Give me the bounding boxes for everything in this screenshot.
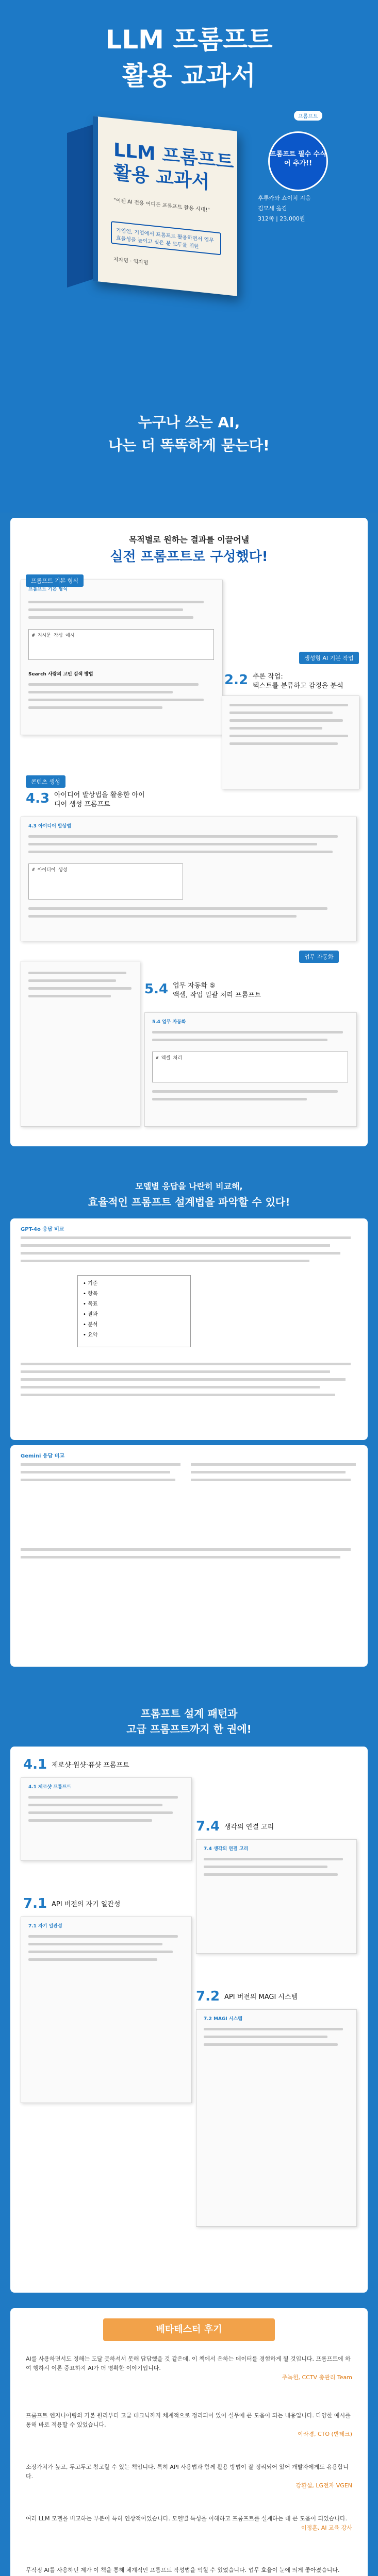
shot1-line: Search 사람의 고민 검색 방법	[28, 672, 93, 677]
compare-card-1	[10, 1218, 368, 1440]
section1-head-line1: 목적별로 원하는 결과를 이끌어낼	[128, 535, 250, 545]
text-line	[28, 1804, 162, 1806]
text-line	[21, 1556, 340, 1558]
screenshot-idea	[21, 817, 357, 941]
review-author: 이정훈, AI 교육 강사	[301, 2524, 352, 2531]
book-spine	[67, 125, 93, 287]
text-line	[28, 1943, 162, 1945]
section-practical-card	[10, 518, 368, 1146]
book-cover-box-text: 기업인, 기업에서 프롬프트 활용하면서 업무 효율성을 높이고 싶은 분 모두를 위한	[116, 228, 214, 250]
screenshot-magi	[196, 2009, 357, 2227]
text-line	[204, 1866, 327, 1868]
section3-head-line2: 고급 프롬프트까지 한 권에!	[126, 1723, 252, 1735]
text-line	[28, 691, 173, 693]
text-line	[229, 704, 348, 706]
text-line	[21, 1378, 346, 1381]
criteria-item: • 항목	[83, 1291, 98, 1297]
review-text: 무작정 AI를 사용하던 제가 이 책을 통해 체계적인 프롬프트 작성법을 익힐 수 있었습니다. 업무 효율이 눈에 띄게 좋아졌습니다.	[26, 2567, 340, 2573]
criteria-item: • 요약	[83, 1332, 98, 1338]
adv-item1-desc: 제로샷·원샷·퓨샷 프롬프트	[52, 1761, 129, 1769]
hero-subtitle-line2: 나는 더 똑똑하게 묻는다!	[108, 437, 270, 454]
screenshot-chain	[196, 1839, 357, 1954]
text-line	[21, 1252, 340, 1255]
text-line	[28, 851, 333, 853]
text-line	[28, 601, 204, 603]
text-line	[21, 1463, 180, 1466]
text-line	[28, 1951, 173, 1953]
item2-number: 4.3	[26, 791, 50, 806]
criteria-item: • 결과	[83, 1312, 98, 1317]
adv-item2-number: 7.4	[196, 1819, 220, 1834]
review-author: 강환섭, LG전자 VGEN	[295, 2482, 352, 2489]
pill-content: 콘텐츠 생성	[26, 775, 65, 788]
book-info-author: 후루카와 쇼이치 지음	[258, 195, 311, 201]
reviews-title: 베타테스터 후기	[103, 2318, 275, 2341]
text-line	[28, 1935, 178, 1938]
shot2-title: 4.3 아이디어 발상법	[28, 824, 72, 829]
section-reviews	[0, 2308, 378, 2576]
text-line	[28, 972, 126, 974]
text-line	[28, 995, 111, 997]
book-info-translator: 김모세 옮김	[258, 205, 287, 212]
item1-desc: 텍스트를 분류하고 감정을 분석	[253, 682, 343, 690]
section-practical	[0, 513, 378, 1151]
criteria-list	[77, 1275, 191, 1347]
advanced-card	[10, 1747, 368, 2293]
screenshot-self-consistency	[21, 1917, 192, 2103]
text-line	[28, 608, 183, 611]
text-line	[28, 979, 116, 982]
text-line	[28, 699, 204, 701]
item3-number: 5.4	[144, 981, 169, 997]
text-line	[21, 1363, 351, 1365]
pill-automation: 업무 자동화	[299, 951, 339, 963]
adv-shot1-title: 4.1 제로샷 프롬프트	[28, 1785, 72, 1790]
text-line	[152, 1031, 343, 1033]
section3-head-line1: 프롬프트 설계 패턴과	[140, 1707, 238, 1720]
book-cover-title: LLM 프롬프트 활용 교과서	[113, 139, 234, 194]
adv-item3-number: 7.1	[23, 1896, 47, 1911]
criteria-item: • 목표	[83, 1301, 98, 1307]
criteria-item: • 기준	[83, 1281, 98, 1286]
adv-shot2-title: 7.4 생각의 연결 고리	[204, 1846, 249, 1852]
text-line	[229, 719, 343, 722]
text-line	[28, 835, 338, 838]
text-line	[28, 706, 162, 709]
item1-title: 추론 작업:	[253, 673, 283, 681]
screenshot-zero-shot	[21, 1777, 192, 1861]
reviews-card	[10, 2308, 368, 2576]
text-line	[21, 1370, 330, 1373]
review-4	[26, 2514, 352, 2533]
text-line	[28, 907, 327, 910]
review-text: 여러 LLM 모델을 비교하는 부분이 특히 인상적이었습니다. 모델별 특성을 이해하고 프롬프트를 설계하는 데 큰 도움이 되었습니다.	[26, 2515, 348, 2522]
text-line	[191, 1479, 351, 1481]
adv-shot4-title: 7.2 MAGI 시스템	[204, 2016, 242, 2022]
text-line	[21, 1244, 330, 1247]
text-line	[204, 2036, 327, 2038]
compare-shot2-title: Gemini 응답 비교	[21, 1453, 64, 1459]
text-line	[229, 711, 333, 714]
text-line	[28, 616, 193, 619]
hero-section	[0, 0, 378, 513]
hero-badge-text: 프롬프트 필수 수식어 추가!!	[270, 150, 326, 167]
screenshot-excel-left	[21, 961, 140, 1127]
code-box: # 아이디어 생성	[28, 863, 183, 900]
screenshot-inference	[222, 696, 359, 789]
shot3-title: 5.4 업무 자동화	[152, 1020, 186, 1025]
text-line	[21, 1386, 320, 1388]
review-text: AI를 사용하면서도 정해는 도달 못하셔서 못해 답답했을 것 같은데, 이 책에서 은하는 데이터를 경험하게 될 것입니다. 프롬프트에 하여 행하시 이론 중요하지 AI가 더 명확한 이야기입니다.	[26, 2355, 351, 2371]
hero-title-line1: LLM 프롬프트	[105, 25, 273, 55]
text-line	[28, 1811, 173, 1814]
criteria-item: • 분석	[83, 1322, 98, 1328]
text-line	[229, 742, 338, 745]
text-line	[28, 915, 297, 918]
review-text: 프롬프트 엔지니어링의 기본 원리부터 고급 테크닉까지 체계적으로 정리되어 있어 실무에 큰 도움이 되는 내용입니다. 다양한 예시를 통해 바로 적용할 수 있었습니다.	[26, 2412, 351, 2428]
adv-item4-desc: API 버전의 MAGI 시스템	[224, 1993, 298, 2001]
text-line	[21, 1260, 309, 1262]
review-author: 주녹헌, CCTV 총관리 Team	[282, 2374, 352, 2381]
text-line	[21, 1471, 170, 1473]
adv-item1-number: 4.1	[23, 1757, 47, 1772]
code-box: # 엑셀 처리	[152, 1052, 348, 1082]
text-line	[28, 843, 317, 845]
text-line	[28, 987, 132, 990]
review-1	[26, 2354, 352, 2382]
screenshot-excel	[144, 1012, 357, 1127]
compare-card-2	[10, 1445, 368, 1667]
item3-desc: 액셀, 작업 일괄 처리 프롬프트	[173, 991, 261, 999]
text-line	[28, 1796, 178, 1799]
text-line	[152, 1090, 338, 1093]
book-cover	[93, 116, 237, 296]
code-box: # 지시문 작성 예시	[28, 629, 214, 660]
hero-tag: 프롬프트	[294, 111, 322, 121]
review-3	[26, 2463, 352, 2490]
text-line	[152, 1039, 327, 1041]
text-line	[191, 1471, 346, 1473]
section1-head-line2: 실전 프롬프트로 구성했다!	[110, 549, 268, 565]
text-line	[204, 1873, 338, 1876]
review-2	[26, 2411, 352, 2439]
item3-title: 업무 자동화 ⑤	[173, 982, 216, 990]
section2-head-line1: 모델별 응답을 나란히 비교해,	[135, 1181, 243, 1191]
text-line	[191, 1463, 356, 1466]
section2-head-line2: 효율적인 프롬프트 설계법을 파악할 수 있다!	[88, 1196, 290, 1208]
book-info-pages-price: 312쪽 | 23,000원	[258, 215, 305, 222]
section-advanced	[0, 1685, 378, 2303]
text-line	[28, 1958, 157, 1961]
hero-badge	[268, 131, 328, 191]
review-text: 소장가치가 높고, 두고두고 참고할 수 있는 책입니다. 특히 API 사용법과 함께 활용 방법이 잘 정리되어 있어 개발자에게도 유용합니다.	[26, 2464, 349, 2480]
text-line	[21, 1479, 175, 1481]
book-cover-subtitle: "이젠 AI 전용 어디든 프롬프트 활용 시대!"	[113, 197, 210, 214]
review-5	[26, 2566, 352, 2576]
shot1-title: 프롬프트 기본 형식	[28, 587, 68, 592]
adv-item4-number: 7.2	[196, 1989, 220, 2004]
item1-number: 2.2	[224, 672, 249, 688]
item2-desc: 아이디어 발상법을 활용한 아이디어 생성 프롬프트	[54, 791, 145, 808]
text-line	[229, 735, 348, 737]
book-cover-author: 저자명 · 역자명	[113, 257, 149, 266]
hero-title-line2: 활용 교과서	[122, 61, 256, 91]
text-line	[28, 683, 199, 686]
pill-basic-format: 프롬프트 기본 형식	[26, 574, 84, 587]
book-info	[258, 193, 311, 224]
adv-item3-desc: API 버전의 자기 일관성	[52, 1901, 121, 1908]
review-author: 이라경, CTO (반테크)	[298, 2431, 352, 2437]
text-line	[21, 1548, 351, 1551]
hero-subtitle-line1: 누구나 쓰는 AI,	[138, 414, 240, 431]
adv-item2-desc: 생각의 연결 고리	[224, 1823, 274, 1831]
text-line	[204, 2043, 338, 2046]
text-line	[204, 1858, 343, 1860]
text-line	[21, 1236, 351, 1239]
pill-basic-task: 생성형 AI 기본 작업	[299, 652, 359, 664]
text-line	[204, 2028, 343, 2030]
text-line	[152, 1098, 307, 1100]
text-line	[21, 1394, 335, 1396]
adv-shot3-title: 7.1 자기 일관성	[28, 1924, 62, 1929]
text-line	[229, 727, 322, 730]
section-compare	[0, 1157, 378, 1680]
screenshot-basic-format	[21, 580, 223, 735]
compare-shot1-title: GPT-4o 응답 비교	[21, 1227, 64, 1232]
text-line	[28, 1819, 152, 1822]
